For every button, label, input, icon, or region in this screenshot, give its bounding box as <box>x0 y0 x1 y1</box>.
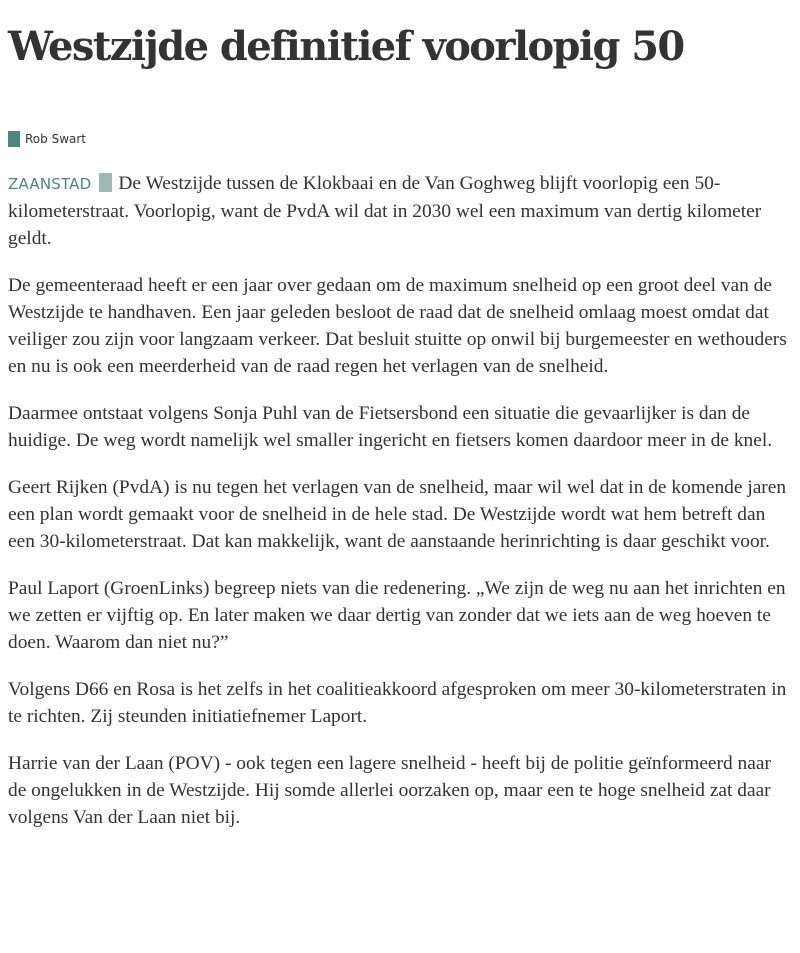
paragraph <box>8 170 792 252</box>
paragraph: Harrie van der Laan (POV) - ook tegen een lagere snelheid - heeft bij de politie geïnformeerd naar de ongelukken in de Westzijde. Hij somde allerlei oorzaken op, maar een te hoge snelheid zat daar volgens Van der Laan niet bij. <box>8 753 771 828</box>
paragraph: Paul Laport (GroenLinks) begreep niets van die redenering. „We zijn de weg nu aan het inrichten en we zetten er vijftig op. En later maken we daar dertig van zonder dat we iets aan de weg hoeven te doen. Waarom dan niet nu?” <box>8 578 786 653</box>
paragraph: Daarmee ontstaat volgens Sonja Puhl van de Fietsersbond een situatie die gevaarlijker is dan de huidige. De weg wordt namelijk wel smaller ingericht en fietsers komen daardoor meer in de knel. <box>8 403 773 451</box>
paragraph: De gemeenteraad heeft er een jaar over gedaan om de maximum snelheid op een groot deel van de Westzijde te handhaven. Een jaar geleden besloot de raad dat de snelheid omlaag moest omdat dat veiliger zou zijn voor langzaam verkeer. Dat besluit stuitte op onwil bij burgemeester en wethouders en nu is ook een meerderheid van de raad regen het verlagen van de snelheid. <box>8 275 787 377</box>
paragraph: Volgens D66 en Rosa is het zelfs in het coalitieakkoord afgesproken om meer 30-kilometerstraten in te richten. Zij steunden initiatiefnemer Laport. <box>8 679 787 727</box>
paragraph-text: De Westzijde tussen de Klokbaai en de Van Goghweg blijft voorlopig een 50-kilometerstraat. Voorlopig, want de PvdA wil dat in 2030 wel een maximum van dertig kilometer geldt. <box>8 173 762 249</box>
dateline-marker-icon <box>99 173 112 192</box>
byline <box>8 131 86 147</box>
article-body <box>8 170 792 851</box>
paragraph: Geert Rijken (PvdA) is nu tegen het verlagen van de snelheid, maar wil wel dat in de komende jaren een plan wordt gemaakt voor de snelheid in de hele stad. De Westzijde wordt wat hem betreft dan een 30-kilometerstraat. Dat kan makkelijk, want de aanstaande herinrichting is daar geschikt voor. <box>8 477 787 552</box>
dateline: ZAANSTAD <box>8 175 92 193</box>
author-name: Rob Swart <box>25 132 86 146</box>
byline-marker-icon <box>8 131 20 147</box>
article <box>8 0 792 828</box>
headline: Westzijde definitief voorlopig 50 <box>8 23 684 70</box>
